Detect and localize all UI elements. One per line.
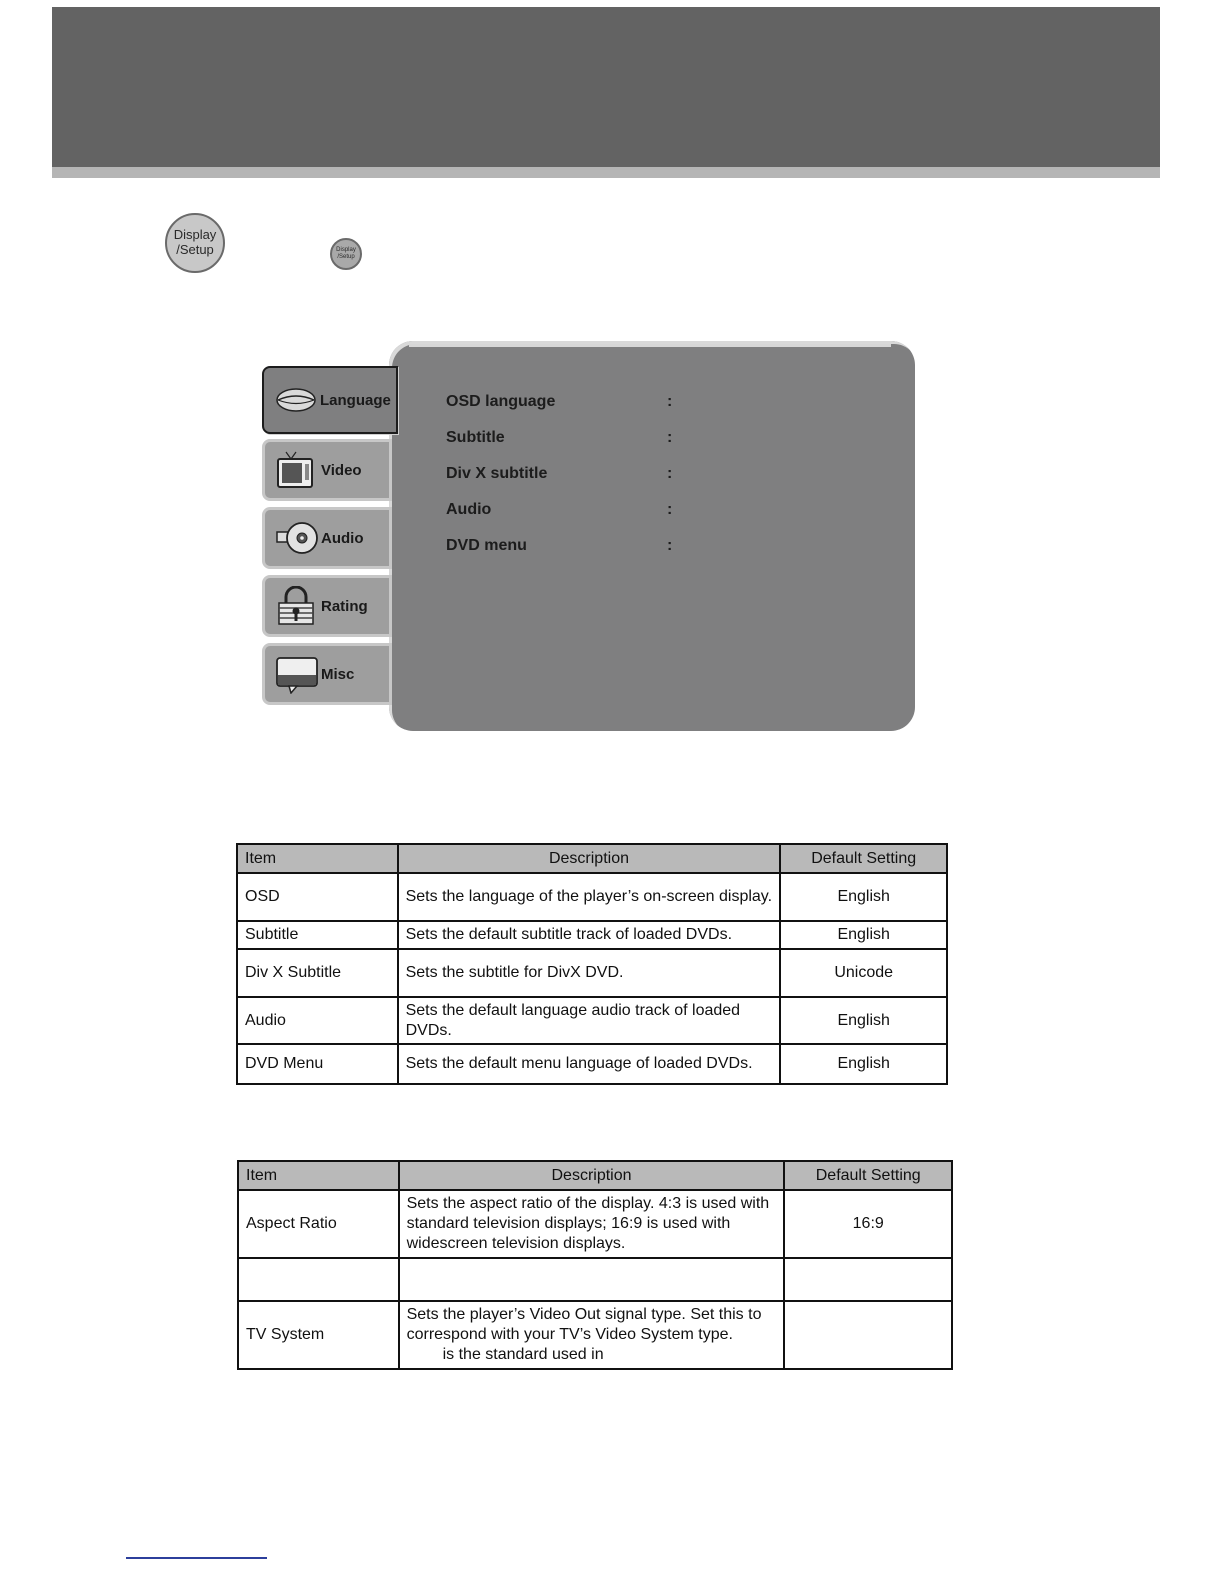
- cell-item: Subtitle: [237, 921, 398, 949]
- cell-description-text: Sets the player’s Video Out signal type. Set this to correspond with your TV’s Video System type.: [406, 1306, 762, 1343]
- cell-default: 16:9: [784, 1190, 952, 1258]
- header-default: Default Setting: [780, 844, 947, 873]
- osd-row-colon: :: [667, 537, 673, 554]
- cell-default: English: [780, 1044, 947, 1084]
- speech-bubble-icon: [275, 654, 319, 694]
- osd-row-colon: :: [667, 465, 673, 482]
- display-setup-small-line2: /Setup: [337, 254, 355, 260]
- cell-description: Sets the aspect ratio of the display. 4:3 is used with standard television displays; 16:9 is used with widescreen television displays.: [399, 1190, 785, 1258]
- table-row: [238, 1258, 952, 1301]
- cell-item: DVD Menu: [237, 1044, 398, 1084]
- table-row: [237, 949, 947, 997]
- tab-rating-label: Rating: [321, 597, 368, 615]
- language-settings-table: [236, 843, 948, 1085]
- tab-audio[interactable]: [262, 507, 392, 569]
- cell-description: Sets the default subtitle track of loaded DVDs.: [398, 921, 781, 949]
- osd-row-colon: :: [667, 393, 673, 410]
- cell-item: Aspect Ratio: [238, 1190, 399, 1258]
- osd-row-colon: :: [667, 501, 673, 518]
- cell-item: OSD: [237, 873, 398, 921]
- tab-misc-label: Misc: [321, 665, 355, 683]
- table-row: [238, 1190, 952, 1258]
- osd-row-subtitle[interactable]: Subtitle: [446, 429, 505, 446]
- tab-video[interactable]: [262, 439, 392, 501]
- header-stripe: [52, 167, 1160, 178]
- tab-video-label: Video: [321, 461, 362, 479]
- osd-row-dvd-menu[interactable]: DVD menu: [446, 537, 527, 554]
- table-row: [237, 1044, 947, 1084]
- osd-row-audio[interactable]: Audio: [446, 501, 492, 518]
- osd-row-osd-language[interactable]: OSD language: [446, 393, 556, 410]
- cell-item: Div X Subtitle: [237, 949, 398, 997]
- tab-audio-label: Audio: [321, 529, 364, 547]
- tab-rating[interactable]: [262, 575, 392, 637]
- table-row: [237, 921, 947, 949]
- cell-item: TV System: [238, 1301, 399, 1369]
- cell-default: English: [780, 997, 947, 1044]
- cell-item: [238, 1258, 399, 1301]
- cell-description: [399, 1301, 785, 1369]
- speaker-disc-icon: [275, 518, 319, 558]
- header-item: Item: [238, 1161, 399, 1190]
- display-setup-small-line1: Display: [336, 247, 356, 254]
- tv-icon: [275, 450, 319, 490]
- display-setup-line2: /Setup: [176, 242, 214, 257]
- display-setup-button[interactable]: [165, 213, 225, 273]
- osd-row-divx-subtitle[interactable]: Div X subtitle: [446, 465, 548, 482]
- cell-description: Sets the default menu language of loaded DVDs.: [398, 1044, 781, 1084]
- table-header-row: [238, 1161, 952, 1190]
- footer-link-underline: [126, 1557, 267, 1559]
- cell-default: [784, 1258, 952, 1301]
- display-setup-line1: Display: [173, 227, 217, 243]
- display-setup-button-small[interactable]: [330, 238, 362, 270]
- tab-language-label: Language: [320, 391, 391, 409]
- table-row: [237, 997, 947, 1044]
- video-settings-table: [237, 1160, 953, 1370]
- padlock-icon: [275, 586, 319, 626]
- osd-row-colon: :: [667, 429, 673, 446]
- cell-description-line3: is the standard used in: [442, 1346, 604, 1363]
- table-row: [238, 1301, 952, 1369]
- cell-default: Unicode: [780, 949, 947, 997]
- table-header-row: [237, 844, 947, 873]
- cell-item: Audio: [237, 997, 398, 1044]
- header-description: Description: [398, 844, 781, 873]
- lips-icon: [274, 380, 318, 420]
- table-row: [237, 873, 947, 921]
- header-band: [52, 7, 1160, 167]
- header-item: Item: [237, 844, 398, 873]
- cell-default: English: [780, 873, 947, 921]
- header-default: Default Setting: [784, 1161, 952, 1190]
- cell-description: Sets the subtitle for DivX DVD.: [398, 949, 781, 997]
- tab-misc[interactable]: [262, 643, 392, 705]
- header-description: Description: [399, 1161, 785, 1190]
- cell-default: English: [780, 921, 947, 949]
- cell-description: Sets the default language audio track of loaded DVDs.: [398, 997, 781, 1044]
- cell-description: Sets the language of the player’s on-screen display.: [398, 873, 781, 921]
- cell-default: [784, 1301, 952, 1369]
- tab-language[interactable]: [262, 366, 398, 434]
- cell-description: [399, 1258, 785, 1301]
